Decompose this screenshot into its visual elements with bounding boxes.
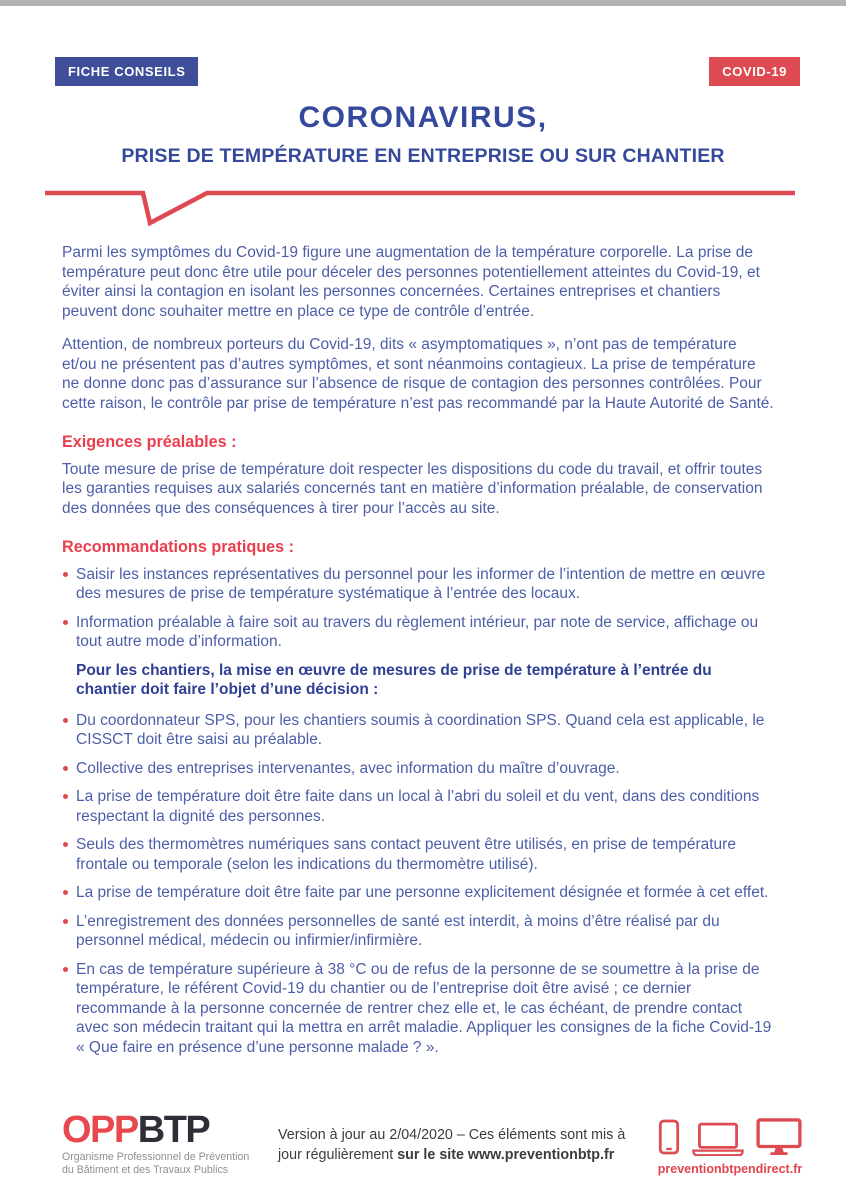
page-title: CORONAVIRUS, <box>298 101 548 134</box>
list-item: L’enregistrement des données personnelles de santé est interdit, à moins d’être réalisé par du personnel médical, médecin ou infirmier/infirmière. <box>62 912 774 951</box>
version-text: Version à jour au 2/04/2020 – Ces éléments sont mis à jour régulièrement <box>278 1127 626 1163</box>
list-item: Saisir les instances représentatives du personnel pour les informer de l’intention de mettre en œuvre des mesures de prise de température systématique à l’entrée des locaux. <box>62 565 774 604</box>
smartphone-icon <box>658 1118 680 1156</box>
recommendations-list-top <box>62 565 774 652</box>
laptop-icon <box>692 1122 744 1156</box>
logo-opp-part: OPP <box>62 1109 138 1151</box>
section-heading-exigences: Exigences préalables : <box>62 433 237 451</box>
badge-covid19: COVID-19 <box>709 57 800 86</box>
logo-subtitle-line1: Organisme Professionnel de Prévention <box>62 1151 250 1163</box>
section-heading-recommandations: Recommandations pratiques : <box>62 538 295 556</box>
list-item: La prise de température doit être faite par une personne explicitement désignée et formée à cet effet. <box>62 883 774 903</box>
badge-fiche-conseils: FICHE CONSEILS <box>55 57 198 86</box>
list-item: Seuls des thermomètres numériques sans contact peuvent être utilisés, en prise de température frontale ou temporale (selon les indications du thermomètre utilisé). <box>62 835 774 874</box>
devices-icon-row <box>654 1116 806 1156</box>
exigences-body: Toute mesure de prise de température doit respecter les dispositions du code du travail, et offrir toutes les garanties requises aux salariés concernés tant en matière d’information préalable, de conservation des données que des conséquences à tirer pour l’accès au site. <box>62 460 763 517</box>
logo-subtitle-line2: du Bâtiment et des Travaux Publics <box>62 1164 229 1176</box>
list-item: Information préalable à faire soit au travers du règlement intérieur, par note de service, affichage ou tout autre mode d’information. <box>62 613 774 652</box>
logo-btp-part: BTP <box>137 1109 210 1151</box>
top-edge-strip <box>0 0 846 6</box>
speech-bubble-divider <box>43 189 799 231</box>
footer <box>62 1109 806 1177</box>
list-item: Du coordonnateur SPS, pour les chantiers soumis à coordination SPS. Quand cela est applicable, le CISSCT doit être saisi au préalable. <box>62 711 774 750</box>
intro-paragraph-2: Attention, de nombreux porteurs du Covid-19, dits « asymptomatiques », n’ont pas de température et/ou ne présentent pas d’autres symptômes, et sont néanmoins contagieux. La prise de température ne donne donc pas d’assurance sur l’absence de risque de contagion des personnes contrôlées. Pour cette raison, le contrôle par prise de température n’est pas recommandé par la Haute Autorité de Santé. <box>62 336 774 412</box>
monitor-icon <box>756 1118 802 1156</box>
oppbtp-logo-subtitle <box>62 1151 274 1177</box>
chantiers-bold-note: Pour les chantiers, la mise en œuvre de mesures de prise de température à l’entrée du chantier doit faire l’objet d’une décision : <box>76 661 712 698</box>
intro-paragraph-1: Parmi les symptômes du Covid-19 figure une augmentation de la température corporelle. La prise de température peut donc être utile pour déceler des personnes potentiellement atteintes du Covid-19, et éviter ainsi la contagion en isolant les personnes concernées. Certaines entreprises et chantiers peuvent donc souhaiter mettre en place ce type de contrôle d’entrée. <box>62 244 760 320</box>
list-item: Collective des entreprises intervenantes, avec information du maître d’ouvrage. <box>62 759 774 779</box>
prevention-direct-block <box>654 1116 806 1176</box>
list-item: En cas de température supérieure à 38 °C ou de refus de la personne de se soumettre à la prise de température, le référent Covid-19 du chantier ou de l’entreprise doit être avisé ; ce dernier recommande à la personne concernée de rentrer chez elle et, le cas échéant, de prendre contact avec son médecin traitant qui la mettra en arrêt maladie. Appliquer les consignes de la fiche Covid-19 « Que faire en présence d’une personne malade ? ». <box>62 960 774 1058</box>
oppbtp-logo-text <box>62 1109 274 1151</box>
recommendations-list-bottom <box>62 711 774 1058</box>
oppbtp-logo <box>62 1109 274 1177</box>
list-item: La prise de température doit être faite dans un local à l’abri du soleil et du vent, dans des conditions respectant la dignité des personnes. <box>62 787 774 826</box>
preventionbtpendirect-link[interactable]: preventionbtpendirect.fr <box>657 1162 803 1176</box>
page-subtitle: PRISE DE TEMPÉRATURE EN ENTREPRISE OU SUR CHANTIER <box>121 145 725 167</box>
preventionbtp-link[interactable]: sur le site www.preventionbtp.fr <box>397 1146 615 1163</box>
version-note <box>278 1126 650 1165</box>
document-body <box>62 243 774 1066</box>
